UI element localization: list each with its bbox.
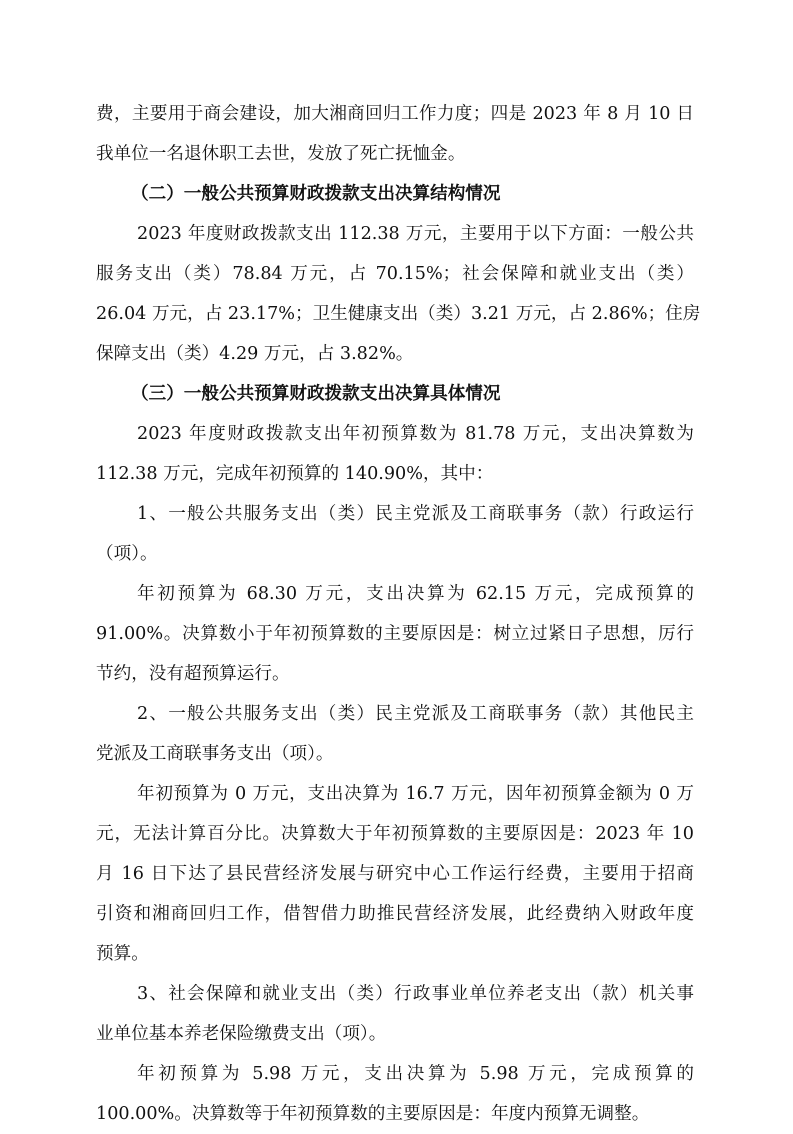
section-heading-structure: （二）一般公共预算财政拨款支出决算结构情况: [131, 184, 501, 204]
list-item-title: （项）。: [96, 544, 158, 564]
paragraph-line: 元，无法计算百分比。决算数大于年初预算数的主要原因是：2023 年 10: [96, 824, 694, 844]
paragraph-line: 预算。: [96, 944, 149, 964]
section-heading-details: （三）一般公共预算财政拨款支出决算具体情况: [131, 384, 501, 404]
paragraph-line: 2023 年度财政拨款支出年初预算数为 81.78 万元，支出决算数为: [137, 424, 694, 444]
paragraph-line: 2023 年度财政拨款支出 112.38 万元，主要用于以下方面：一般公共: [137, 224, 694, 244]
list-item-title: 1、一般公共服务支出（类）民主党派及工商联事务（款）行政运行: [137, 504, 694, 524]
paragraph-line: 服务支出（类）78.84 万元，占 70.15%；社会保障和就业支出（类）: [96, 264, 694, 284]
list-item-title: 2、一般公共服务支出（类）民主党派及工商联事务（款）其他民主: [137, 704, 694, 724]
paragraph-line: 费，主要用于商会建设，加大湘商回归工作力度；四是 2023 年 8 月 10 日: [96, 104, 694, 124]
list-item-title: 3、社会保障和就业支出（类）行政事业单位养老支出（款）机关事: [137, 984, 694, 1004]
paragraph-line: 月 16 日下达了县民营经济发展与研究中心工作运行经费，主要用于招商: [96, 864, 694, 884]
paragraph-line: 26.04 万元，占 23.17%；卫生健康支出（类）3.21 万元，占 2.86%；住房: [96, 304, 701, 324]
paragraph-line: 100.00%。决算数等于年初预算数的主要原因是：年度内预算无调整。: [96, 1104, 650, 1124]
paragraph-line: 年初预算为 0 万元，支出决算为 16.7 万元，因年初预算金额为 0 万: [137, 784, 694, 804]
paragraph-line: 保障支出（类）4.29 万元，占 3.82%。: [96, 344, 414, 364]
paragraph-line: 年初预算为 68.30 万元，支出决算为 62.15 万元，完成预算的: [137, 584, 694, 604]
paragraph-line: 年初预算为 5.98 万元，支出决算为 5.98 万元，完成预算的: [137, 1064, 694, 1084]
list-item-title: 业单位基本养老保险缴费支出（项）。: [96, 1024, 387, 1044]
paragraph-line: 节约，没有超预算运行。: [96, 664, 290, 684]
paragraph-line: 112.38 万元，完成年初预算的 140.90%，其中：: [96, 464, 494, 484]
paragraph-line: 我单位一名退休职工去世，发放了死亡抚恤金。: [96, 144, 466, 164]
list-item-title: 党派及工商联事务支出（项）。: [96, 744, 334, 764]
paragraph-line: 91.00%。决算数小于年初预算数的主要原因是：树立过紧日子思想，厉行: [96, 624, 694, 644]
paragraph-line: 引资和湘商回归工作，借智借力助推民营经济发展，此经费纳入财政年度: [96, 904, 694, 924]
